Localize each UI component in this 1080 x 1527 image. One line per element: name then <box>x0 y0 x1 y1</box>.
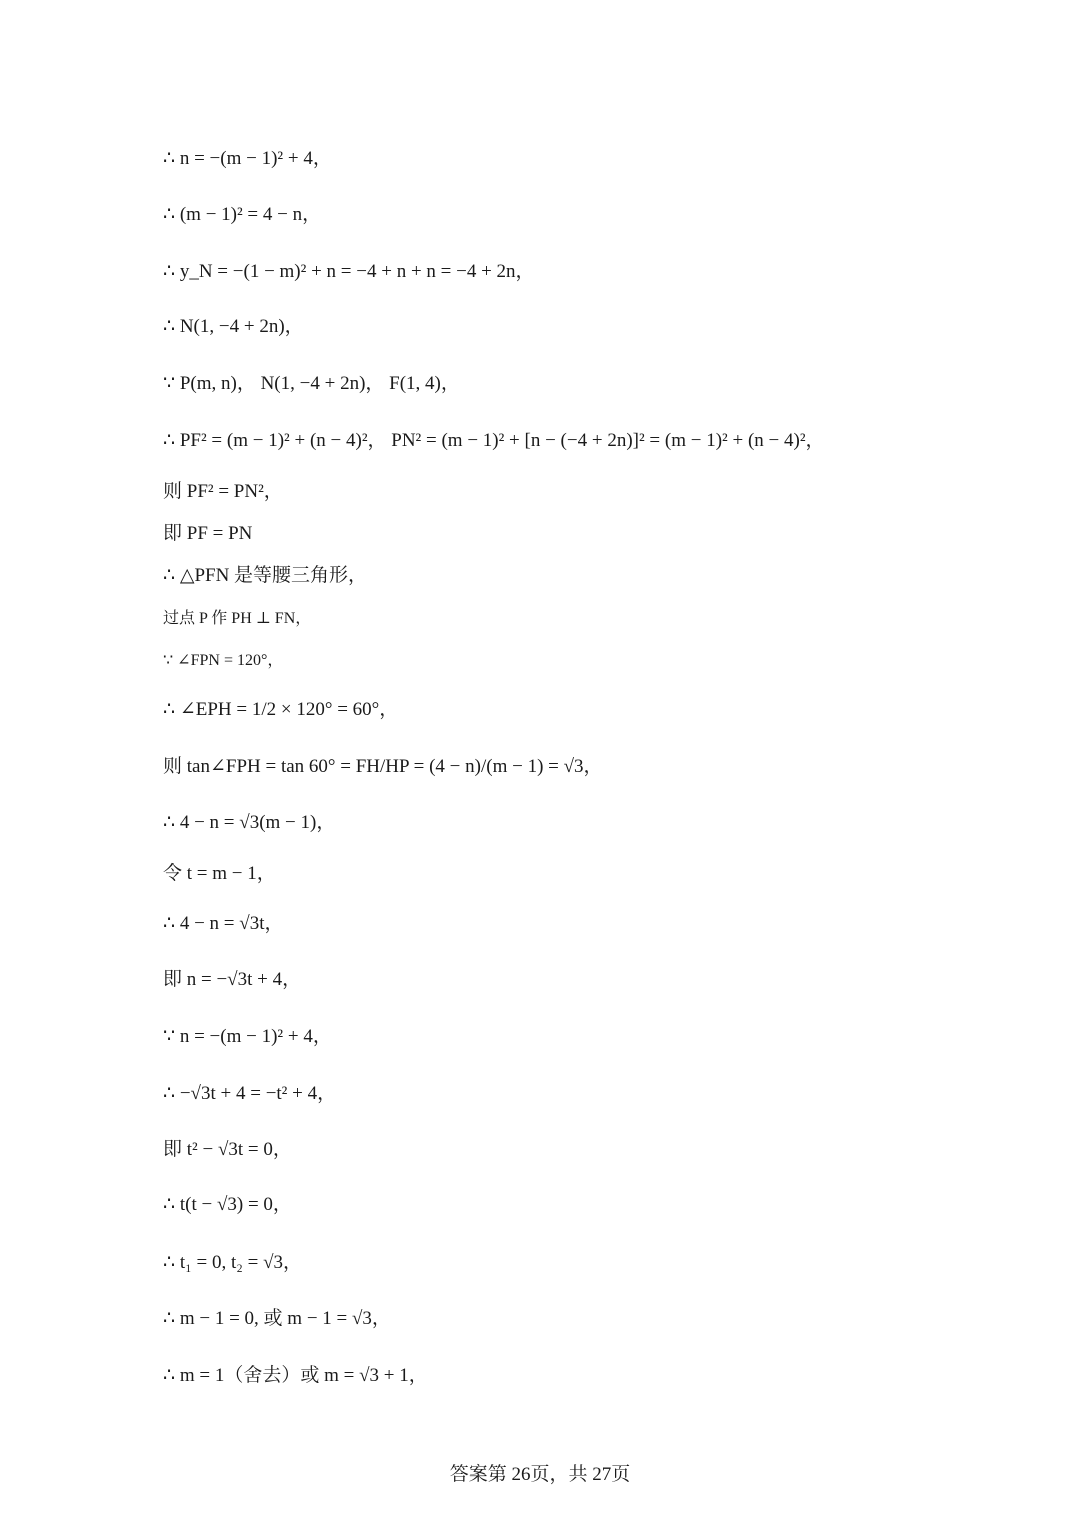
solution-line: ∴ N(1, −4 + 2n)， <box>163 316 304 337</box>
solution-line: 过点 P 作 PH ⊥ FN， <box>163 610 312 627</box>
solution-line: ∴ m = 1（舍去）或 m = √3 + 1， <box>163 1365 428 1386</box>
solution-line: ∴ m − 1 = 0, 或 m − 1 = √3， <box>163 1308 391 1329</box>
solution-line: ∴ n = −(m − 1)² + 4， <box>163 148 332 169</box>
solution-line: ∴ y_N = −(1 − m)² + n = −4 + n + n = −4 + 2n， <box>163 261 535 282</box>
solution-line: 即 n = −√3t + 4， <box>163 969 302 990</box>
solution-line: 则 tan∠FPH = tan 60° = FH/HP = (4 − n)/(m − 1) = √3， <box>163 756 603 777</box>
solution-line: ∵ n = −(m − 1)² + 4， <box>163 1026 332 1047</box>
solution-line: ∴ △PFN 是等腰三角形， <box>163 565 368 586</box>
solution-line: 即 PF = PN <box>163 523 253 544</box>
solution-line: ∴ PF² = (m − 1)² + (n − 4)²， PN² = (m − 1)² + [n − (−4 + 2n)]² = (m − 1)² + (n − 4)²， <box>163 430 825 451</box>
solution-line: 令 t = m − 1， <box>163 863 276 884</box>
solution-line: 即 t² − √3t = 0， <box>163 1139 292 1160</box>
solution-line: ∴ (m − 1)² = 4 − n， <box>163 204 322 225</box>
solution-line: ∴ 4 − n = √3(m − 1)， <box>163 812 336 833</box>
solution-line: 则 PF² = PN²， <box>163 481 283 502</box>
solution-line: ∴ 4 − n = √3t， <box>163 913 284 934</box>
solution-line: ∴ t₁ = 0, t₂ = √3， <box>163 1252 303 1273</box>
solution-line: ∵ P(m, n)， N(1, −4 + 2n)， F(1, 4)， <box>163 373 460 394</box>
solution-line: ∴ t(t − √3) = 0， <box>163 1194 292 1215</box>
solution-line: ∴ ∠EPH = 1/2 × 120° = 60°， <box>163 699 399 720</box>
solution-line: ∴ −√3t + 4 = −t² + 4， <box>163 1083 337 1104</box>
solution-line: ∵ ∠FPN = 120°， <box>163 652 284 669</box>
page-footer: 答案第 26页，共 27页 <box>449 1464 631 1485</box>
